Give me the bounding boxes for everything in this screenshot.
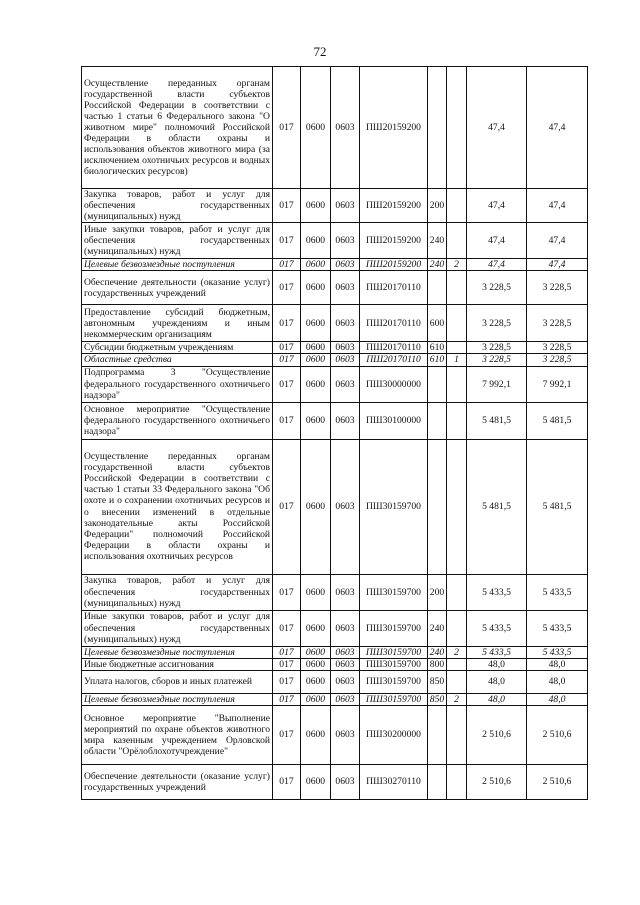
subsection-code-cell: 0603 <box>331 693 360 705</box>
table-row <box>82 271 588 305</box>
expense-type-cell: 240 <box>428 223 447 259</box>
table-row <box>82 439 588 574</box>
subsection-code-cell: 0603 <box>331 610 360 646</box>
expense-type-cell <box>428 705 447 764</box>
amount-1-cell: 3 228,5 <box>467 271 527 305</box>
amount-1-cell: 48,0 <box>467 658 527 670</box>
subsection-code-cell: 0603 <box>331 354 360 366</box>
ministry-code-cell: 017 <box>273 646 301 658</box>
table-row <box>82 670 588 693</box>
amount-2-cell: 47,4 <box>527 67 588 189</box>
section-code-cell: 0600 <box>301 305 331 342</box>
amount-2-cell: 2 510,6 <box>527 764 588 799</box>
source-code-cell: 1 <box>447 354 467 366</box>
source-code-cell <box>447 764 467 799</box>
amount-1-cell: 3 228,5 <box>467 342 527 354</box>
subsection-code-cell: 0603 <box>331 439 360 574</box>
ministry-code-cell: 017 <box>273 705 301 764</box>
source-code-cell <box>447 67 467 189</box>
expense-type-cell: 240 <box>428 259 447 271</box>
section-code-cell: 0600 <box>301 705 331 764</box>
expense-type-cell <box>428 366 447 402</box>
amount-1-cell: 5 433,5 <box>467 574 527 610</box>
section-code-cell: 0600 <box>301 670 331 693</box>
subsection-code-cell: 0603 <box>331 305 360 342</box>
source-code-cell <box>447 439 467 574</box>
row-name-cell: Иные закупки товаров, работ и услуг для обеспечения государственных (муниципальных) нужд <box>82 610 273 646</box>
row-name-cell: Иные бюджетные ассигнования <box>82 658 273 670</box>
ministry-code-cell: 017 <box>273 610 301 646</box>
section-code-cell: 0600 <box>301 574 331 610</box>
row-name-cell: Обеспечение деятельности (оказание услуг) государственных учреждений <box>82 271 273 305</box>
expense-type-cell <box>428 271 447 305</box>
source-code-cell: 2 <box>447 646 467 658</box>
target-article-cell: ПШ30159700 <box>360 574 428 610</box>
table-row <box>82 305 588 342</box>
target-article-cell: ПШ20159200 <box>360 259 428 271</box>
section-code-cell: 0600 <box>301 439 331 574</box>
amount-2-cell: 48,0 <box>527 693 588 705</box>
row-name-cell: Иные закупки товаров, работ и услуг для обеспечения государственных (муниципальных) нужд <box>82 223 273 259</box>
amount-1-cell: 5 433,5 <box>467 610 527 646</box>
amount-2-cell: 47,4 <box>527 189 588 223</box>
amount-1-cell: 3 228,5 <box>467 354 527 366</box>
ministry-code-cell: 017 <box>273 259 301 271</box>
amount-2-cell: 5 481,5 <box>527 402 588 439</box>
ministry-code-cell: 017 <box>273 670 301 693</box>
ministry-code-cell: 017 <box>273 354 301 366</box>
ministry-code-cell: 017 <box>273 402 301 439</box>
subsection-code-cell: 0603 <box>331 658 360 670</box>
source-code-cell <box>447 402 467 439</box>
amount-1-cell: 47,4 <box>467 189 527 223</box>
source-code-cell <box>447 705 467 764</box>
target-article-cell: ПШ30100000 <box>360 402 428 439</box>
expense-type-cell: 800 <box>428 658 447 670</box>
amount-1-cell: 3 228,5 <box>467 305 527 342</box>
target-article-cell: ПШ30200000 <box>360 705 428 764</box>
ministry-code-cell: 017 <box>273 366 301 402</box>
row-name-cell: Целевые безвозмездные поступления <box>82 259 273 271</box>
amount-1-cell: 2 510,6 <box>467 705 527 764</box>
subsection-code-cell: 0603 <box>331 189 360 223</box>
table-row <box>82 366 588 402</box>
subsection-code-cell: 0603 <box>331 223 360 259</box>
table-row <box>82 610 588 646</box>
row-name-cell: Предоставление субсидий бюджетным, автономным учреждениям и иным некоммерческим организациям <box>82 305 273 342</box>
target-article-cell: ПШ30270110 <box>360 764 428 799</box>
table-row <box>82 189 588 223</box>
expense-type-cell: 610 <box>428 342 447 354</box>
table-row <box>82 259 588 271</box>
row-name-cell: Целевые безвозмездные поступления <box>82 646 273 658</box>
section-code-cell: 0600 <box>301 342 331 354</box>
amount-1-cell: 48,0 <box>467 670 527 693</box>
source-code-cell <box>447 670 467 693</box>
source-code-cell <box>447 305 467 342</box>
subsection-code-cell: 0603 <box>331 366 360 402</box>
section-code-cell: 0600 <box>301 646 331 658</box>
amount-1-cell: 48,0 <box>467 693 527 705</box>
row-name-cell: Обеспечение деятельности (оказание услуг) государственных учреждений <box>82 764 273 799</box>
row-name-cell: Целевые безвозмездные поступления <box>82 693 273 705</box>
amount-2-cell: 3 228,5 <box>527 354 588 366</box>
expense-type-cell: 610 <box>428 354 447 366</box>
budget-table <box>81 66 588 800</box>
amount-2-cell: 2 510,6 <box>527 705 588 764</box>
section-code-cell: 0600 <box>301 402 331 439</box>
amount-2-cell: 48,0 <box>527 670 588 693</box>
source-code-cell <box>447 189 467 223</box>
expense-type-cell: 850 <box>428 670 447 693</box>
amount-2-cell: 7 992,1 <box>527 366 588 402</box>
amount-2-cell: 5 433,5 <box>527 574 588 610</box>
source-code-cell <box>447 610 467 646</box>
row-name-cell: Областные средства <box>82 354 273 366</box>
expense-type-cell <box>428 439 447 574</box>
row-name-cell: Закупка товаров, работ и услуг для обеспечения государственных (муниципальных) нужд <box>82 574 273 610</box>
target-article-cell: ПШ20170110 <box>360 271 428 305</box>
table-row <box>82 693 588 705</box>
table-row <box>82 223 588 259</box>
ministry-code-cell: 017 <box>273 342 301 354</box>
amount-1-cell: 47,4 <box>467 223 527 259</box>
target-article-cell: ПШ30159700 <box>360 693 428 705</box>
amount-2-cell: 5 481,5 <box>527 439 588 574</box>
amount-2-cell: 48,0 <box>527 658 588 670</box>
ministry-code-cell: 017 <box>273 439 301 574</box>
ministry-code-cell: 017 <box>273 189 301 223</box>
target-article-cell: ПШ20170110 <box>360 305 428 342</box>
expense-type-cell: 240 <box>428 610 447 646</box>
subsection-code-cell: 0603 <box>331 646 360 658</box>
subsection-code-cell: 0603 <box>331 670 360 693</box>
ministry-code-cell: 017 <box>273 223 301 259</box>
target-article-cell: ПШ30159700 <box>360 646 428 658</box>
row-name-cell: Субсидии бюджетным учреждениям <box>82 342 273 354</box>
subsection-code-cell: 0603 <box>331 764 360 799</box>
target-article-cell: ПШ20159200 <box>360 223 428 259</box>
source-code-cell <box>447 658 467 670</box>
section-code-cell: 0600 <box>301 189 331 223</box>
amount-1-cell: 7 992,1 <box>467 366 527 402</box>
amount-2-cell: 47,4 <box>527 223 588 259</box>
amount-2-cell: 47,4 <box>527 259 588 271</box>
section-code-cell: 0600 <box>301 271 331 305</box>
table-row <box>82 67 588 189</box>
subsection-code-cell: 0603 <box>331 342 360 354</box>
expense-type-cell: 240 <box>428 646 447 658</box>
amount-1-cell: 5 481,5 <box>467 439 527 574</box>
source-code-cell <box>447 366 467 402</box>
section-code-cell: 0600 <box>301 610 331 646</box>
table-row <box>82 574 588 610</box>
row-name-cell: Основное мероприятие "Выполнение мероприятий по охране объектов животного мира казенным учреждением Орловской области "Орёлоблохотучреждение" <box>82 705 273 764</box>
section-code-cell: 0600 <box>301 366 331 402</box>
source-code-cell <box>447 271 467 305</box>
row-name-cell: Уплата налогов, сборов и иных платежей <box>82 670 273 693</box>
target-article-cell: ПШ30159700 <box>360 439 428 574</box>
table-body <box>82 67 588 800</box>
target-article-cell: ПШ20159200 <box>360 67 428 189</box>
expense-type-cell: 200 <box>428 574 447 610</box>
row-name-cell: Осуществление переданных органам государственной власти субъектов Российской Федерации в соответствии с частью 1 статьи 6 Федерального закона "О животном мире" полномочий Российской Федерации в области охраны и использования объектов животного мира (за исключением охотничьих ресурсов и водных биологических ресурсов) <box>82 67 273 189</box>
target-article-cell: ПШ30159700 <box>360 670 428 693</box>
expense-type-cell <box>428 764 447 799</box>
section-code-cell: 0600 <box>301 354 331 366</box>
table-row <box>82 705 588 764</box>
subsection-code-cell: 0603 <box>331 271 360 305</box>
subsection-code-cell: 0603 <box>331 705 360 764</box>
target-article-cell: ПШ30159700 <box>360 610 428 646</box>
amount-1-cell: 2 510,6 <box>467 764 527 799</box>
ministry-code-cell: 017 <box>273 693 301 705</box>
source-code-cell <box>447 223 467 259</box>
source-code-cell <box>447 574 467 610</box>
row-name-cell: Осуществление переданных органам государственной власти субъектов Российской Федерации в соответствии с частью 1 статьи 33 Федерального закона "Об охоте и о сохранении охотничьих ресурсов и о внесении изменений в отдельные законодательные акты Российской Федерации" полномочий Российской Федерации в области охраны и использования охотничьих ресурсов <box>82 439 273 574</box>
amount-1-cell: 5 433,5 <box>467 646 527 658</box>
expense-type-cell <box>428 402 447 439</box>
target-article-cell: ПШ30000000 <box>360 366 428 402</box>
source-code-cell <box>447 342 467 354</box>
ministry-code-cell: 017 <box>273 67 301 189</box>
section-code-cell: 0600 <box>301 764 331 799</box>
subsection-code-cell: 0603 <box>331 67 360 189</box>
expense-type-cell: 200 <box>428 189 447 223</box>
ministry-code-cell: 017 <box>273 271 301 305</box>
section-code-cell: 0600 <box>301 658 331 670</box>
expense-type-cell: 600 <box>428 305 447 342</box>
subsection-code-cell: 0603 <box>331 402 360 439</box>
target-article-cell: ПШ20159200 <box>360 189 428 223</box>
target-article-cell: ПШ20170110 <box>360 342 428 354</box>
ministry-code-cell: 017 <box>273 764 301 799</box>
table-row <box>82 764 588 799</box>
source-code-cell: 2 <box>447 693 467 705</box>
amount-2-cell: 3 228,5 <box>527 271 588 305</box>
page-number: 72 <box>313 44 327 59</box>
ministry-code-cell: 017 <box>273 574 301 610</box>
table-row <box>82 402 588 439</box>
table-row <box>82 354 588 366</box>
section-code-cell: 0600 <box>301 223 331 259</box>
section-code-cell: 0600 <box>301 259 331 271</box>
table-row <box>82 658 588 670</box>
section-code-cell: 0600 <box>301 67 331 189</box>
amount-2-cell: 3 228,5 <box>527 305 588 342</box>
amount-2-cell: 5 433,5 <box>527 646 588 658</box>
subsection-code-cell: 0603 <box>331 574 360 610</box>
source-code-cell: 2 <box>447 259 467 271</box>
table-row <box>82 646 588 658</box>
row-name-cell: Закупка товаров, работ и услуг для обеспечения государственных (муниципальных) нужд <box>82 189 273 223</box>
amount-1-cell: 47,4 <box>467 67 527 189</box>
row-name-cell: Подпрограмма 3 "Осуществление федерального государственного охотничьего надзора" <box>82 366 273 402</box>
ministry-code-cell: 017 <box>273 305 301 342</box>
target-article-cell: ПШ20170110 <box>360 354 428 366</box>
amount-1-cell: 47,4 <box>467 259 527 271</box>
table-row <box>82 342 588 354</box>
amount-2-cell: 5 433,5 <box>527 610 588 646</box>
ministry-code-cell: 017 <box>273 658 301 670</box>
expense-type-cell <box>428 67 447 189</box>
amount-1-cell: 5 481,5 <box>467 402 527 439</box>
section-code-cell: 0600 <box>301 693 331 705</box>
target-article-cell: ПШ30159700 <box>360 658 428 670</box>
amount-2-cell: 3 228,5 <box>527 342 588 354</box>
subsection-code-cell: 0603 <box>331 259 360 271</box>
expense-type-cell: 850 <box>428 693 447 705</box>
row-name-cell: Основное мероприятие "Осуществление федерального государственного охотничьего надзора" <box>82 402 273 439</box>
